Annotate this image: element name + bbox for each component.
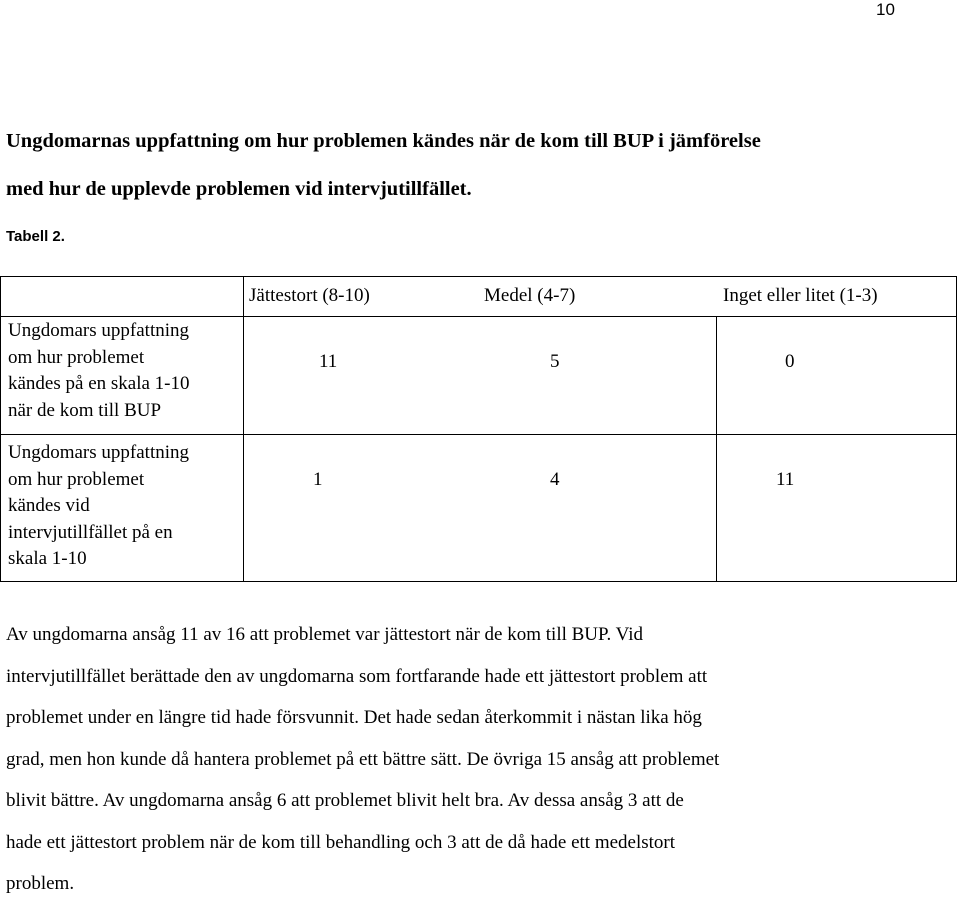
column-header-small: Inget eller litet (1-3) [723,285,878,306]
table-cell: 0 [785,351,795,372]
table-border-right [956,276,957,582]
row-label: Ungdomars uppfattning om hur problemet kändes vid intervjutillfället på en skala 1-10 [8,442,190,569]
table-border-bottom [0,581,957,582]
paragraph-line: problemet under en längre tid hade försvunnit. Det hade sedan återkommit i nästan lika hög [6,707,702,728]
table-border-row [0,434,957,435]
table-border-top [0,276,957,277]
paragraph-line: grad, men hon kunde då hantera problemet på ett bättre sätt. De övriga 15 ansåg att problemet [6,748,720,770]
heading-line-1: Ungdomarnas uppfattning om hur problemen kändes när de kom till BUP i jämförelse [6,130,761,152]
table-border-left [0,276,1,582]
column-header-medium: Medel (4-7) [484,285,576,306]
table-border-col3 [716,316,717,582]
paragraph-line: hade ett jättestort problem när de kom till behandling och 3 att de då hade ett medelstort [6,831,676,853]
paragraph-line: Av ungdomarna ansåg 11 av 16 att problemet var jättestort när de kom till BUP. Vid [6,624,643,645]
table-border-header [0,316,957,317]
table-cell: 11 [776,469,795,490]
paragraph-line: intervjutillfället berättade den av ungdomarna som fortfarande hade ett jättestort problem att [6,665,708,687]
row-label: Ungdomars uppfattning om hur problemet kändes på en skala 1-10 när de kom till BUP [8,320,190,421]
paragraph-line: blivit bättre. Av ungdomarna ansåg 6 att problemet blivit helt bra. Av dessa ansåg 3 att de [6,790,684,811]
paragraph-line: problem. [6,873,75,894]
table-cell: 11 [319,351,338,372]
page-number: 10 [876,0,895,19]
table-caption: Tabell 2. [6,228,65,245]
table-cell: 5 [550,351,560,372]
table-cell: 1 [313,469,323,490]
heading-line-2: med hur de upplevde problemen vid intervjutillfället. [6,178,472,200]
table-cell: 4 [550,469,560,490]
column-header-large: Jättestort (8-10) [249,285,370,306]
body-paragraph [6,614,936,905]
table-border-col1 [243,276,244,582]
